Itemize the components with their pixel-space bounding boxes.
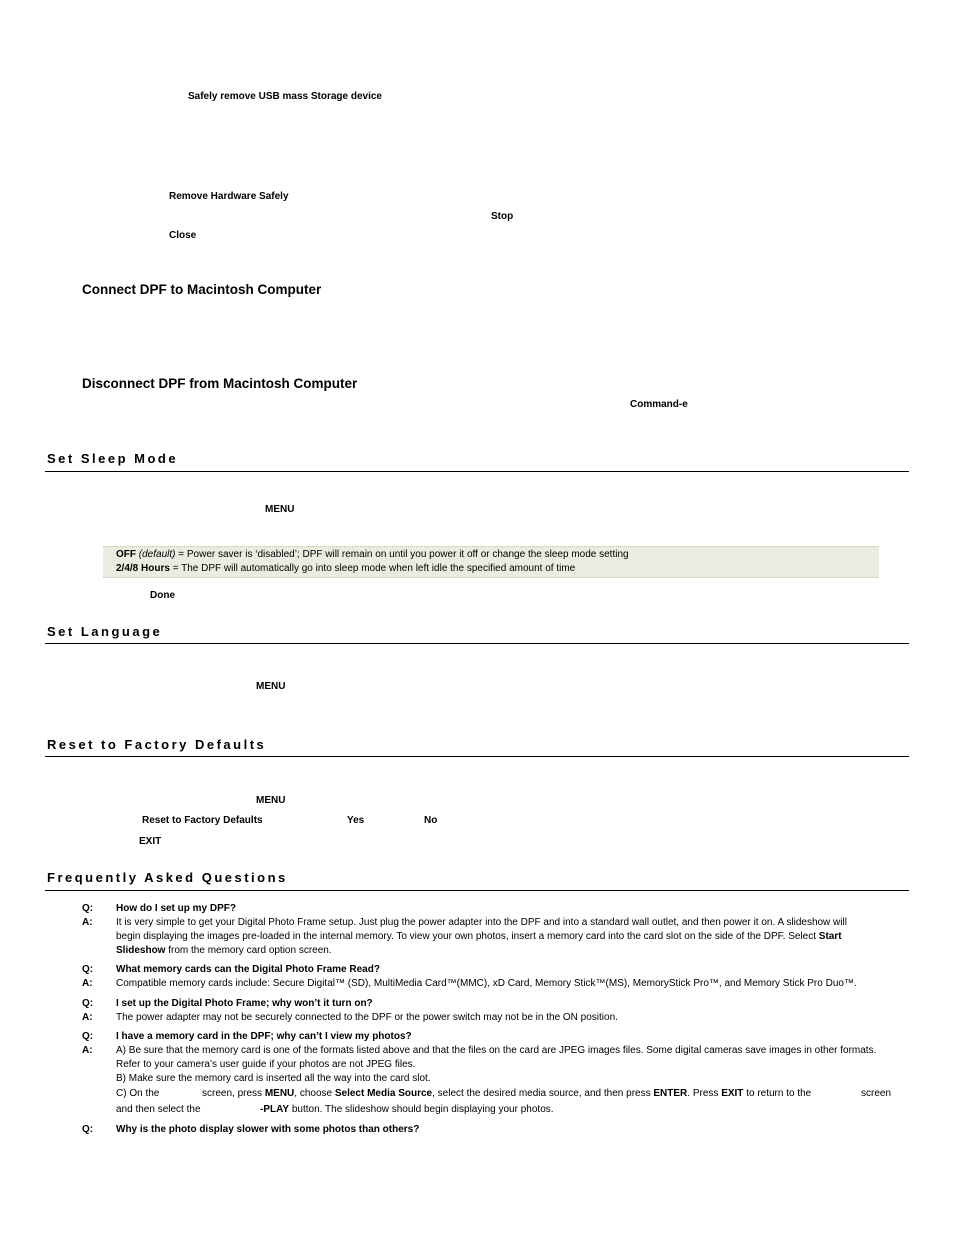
a-label: A: [82,1045,93,1056]
off-label: OFF [116,549,136,560]
question-2: What memory cards can the Digital Photo Frame Read? [116,964,380,975]
answer-1-line-2 [116,929,906,944]
done-label: Done [150,590,175,601]
q-label: Q: [82,964,94,975]
q-label: Q: [82,1031,94,1042]
remove-hardware-label: Remove Hardware Safely [169,191,289,202]
off-default: (default) [138,549,176,560]
answer-4-d-body [260,1102,554,1117]
a-label: A: [82,917,93,928]
yes-label: Yes [347,815,365,826]
answer-1-line-3 [116,943,906,958]
answer-4-line-3: B) Make sure the memory card is inserted all the way into the card slot. [116,1073,431,1084]
off-description: = Power saver is ‘disabled’; DPF will remain on until you power it off or change the sleep mode setting [175,549,629,560]
a-label: A: [82,1012,93,1023]
sleep-options-note [103,546,879,578]
select-media-source-emph: Select Media Source [334,1088,433,1099]
sleep-option-hours [116,563,575,574]
safely-remove-label: Safely remove USB mass Storage device [188,91,382,102]
q-label: Q: [82,1124,94,1135]
answer-3: The power adapter may not be securely connected to the DPF or the power switch may not be in the ON position. [116,1012,618,1023]
question-5: Why is the photo display slower with some photos than others? [116,1124,420,1135]
sleep-option-off [116,549,629,560]
answer-1-line-1: It is very simple to get your Digital Photo Frame setup. Just plug the power adapter into the DPF and into a standard wall outlet, and then power it on. A slideshow will [116,917,847,928]
no-label: No [424,815,438,826]
question-3: I set up the Digital Photo Frame; why won’t it turn on? [116,998,373,1009]
answer-2: Compatible memory cards include: Secure Digital™ (SD), MultiMedia Card™(MMC), xD Card, Memory Stick™(MS), MemoryStick Pro™, and Memory Stick Pro Duo™. [116,978,857,989]
answer-4-c-body [202,1086,811,1101]
answer-4-line-2: Refer to your camera’s user guide if your photos are not JPEG files. [116,1059,416,1070]
faq-heading: Frequently Asked Questions [47,870,288,885]
stop-label: Stop [491,211,514,222]
reset-rule [45,756,909,757]
answer-1-tail: from the memory card option screen. [165,945,332,956]
sleep-mode-rule [45,471,909,472]
reset-menu-label: MENU [256,795,286,806]
sleep-menu-label: MENU [265,504,295,515]
question-1: How do I set up my DPF? [116,903,237,914]
answer-4-line-1: A) Be sure that the memory card is one of the formats listed above and that the files on the card are JPEG images files. Some digital cameras save images in other formats. [116,1045,877,1056]
language-rule [45,643,909,644]
menu-emph: MENU [264,1088,295,1099]
answer-4-c-text: screen, press [202,1088,265,1099]
connect-mac-heading: Connect DPF to Macintosh Computer [82,282,322,297]
language-menu-label: MENU [256,681,286,692]
hours-label: 2/4/8 Hours [116,563,170,574]
sleep-mode-heading: Set Sleep Mode [47,451,179,466]
answer-4-d-start: and then select the [116,1104,201,1115]
answer-4-c-text: , choose [294,1088,335,1099]
start-emph: Start [818,931,842,942]
disconnect-mac-heading: Disconnect DPF from Macintosh Computer [82,376,358,391]
answer-4-c-text: to return to the [743,1088,812,1099]
a-label: A: [82,978,93,989]
faq-rule [45,890,909,891]
language-heading: Set Language [47,624,163,639]
slideshow-emph: Slideshow [116,945,166,956]
answer-4-c-screen: screen [861,1088,892,1099]
command-e-label: Command-e [630,399,688,410]
hours-description: = The DPF will automatically go into sleep mode when left idle the specified amount of time [169,563,576,574]
answer-4-c-text: . Press [687,1088,722,1099]
q-label: Q: [82,903,94,914]
enter-emph: ENTER [653,1088,688,1099]
play-emph: -PLAY [260,1104,290,1115]
answer-4-c-start: C) On the [116,1088,160,1099]
exit-label: EXIT [139,836,162,847]
q-label: Q: [82,998,94,1009]
close-label: Close [169,230,197,241]
answer-4-d-text: button. The slideshow should begin displaying your photos. [289,1104,554,1115]
exit-emph: EXIT [721,1088,744,1099]
reset-heading: Reset to Factory Defaults [47,737,267,752]
answer-4-c-text: , select the desired media source, and then press [432,1088,654,1099]
answer-1-text: begin displaying the images pre-loaded in the internal memory. To view your own photos, insert a memory card into the card slot on the side of the DPF. Select [116,931,819,942]
question-4: I have a memory card in the DPF; why can’t I view my photos? [116,1031,412,1042]
reset-option-label: Reset to Factory Defaults [142,815,263,826]
